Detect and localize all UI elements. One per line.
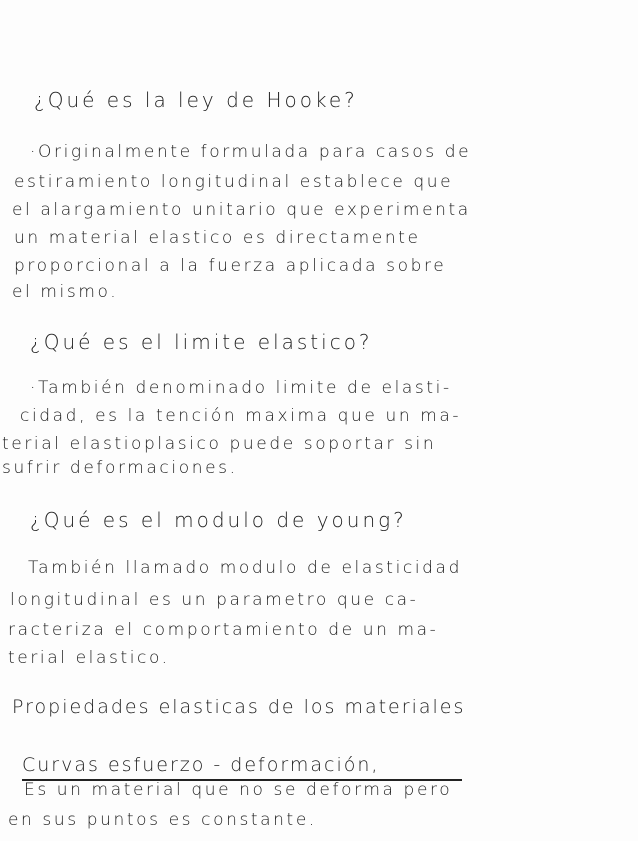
answer-young-line-2: longitudinal es un parametro que ca- <box>10 590 419 610</box>
curves-line-1: Es un material que no se deforma pero <box>24 780 453 800</box>
subheading-stress-strain-curves: Curvas esfuerzo - deformación, <box>22 754 380 776</box>
question-young-modulus: ¿Qué es el modulo de young? <box>30 508 407 532</box>
answer-young-line-3: racteriza el comportamiento de un ma- <box>8 620 439 640</box>
answer-limit-line-1: ·También denominado limite de elasti- <box>30 378 452 398</box>
answer-limit-line-4: sufrir deformaciones. <box>2 458 238 478</box>
answer-hooke-line-1: ·Originalmente formulada para casos de <box>30 142 472 162</box>
curves-line-2: en sus puntos es constante. <box>8 810 317 830</box>
answer-hooke-line-4: un material elastico es directamente <box>14 228 421 248</box>
answer-hooke-line-2: estiramiento longitudinal establece que <box>14 172 454 192</box>
answer-young-line-1: También llamado modulo de elasticidad <box>28 558 462 578</box>
question-elastic-limit: ¿Qué es el limite elastico? <box>30 330 373 354</box>
answer-hooke-line-6: el mismo. <box>12 282 119 302</box>
answer-hooke-line-3: el alargamiento unitario que experimenta <box>12 200 471 220</box>
question-hooke: ¿Qué es la ley de Hooke? <box>34 88 358 112</box>
heading-elastic-properties: Propiedades elasticas de los materiales <box>12 696 466 718</box>
answer-limit-line-2: cidad, es la tención maxima que un ma- <box>20 406 462 426</box>
answer-young-line-4: terial elastico. <box>8 648 170 668</box>
answer-hooke-line-5: proporcional a la fuerza aplicada sobre <box>14 256 447 276</box>
answer-limit-line-3: terial elastioplasico puede soportar sin <box>2 434 437 454</box>
